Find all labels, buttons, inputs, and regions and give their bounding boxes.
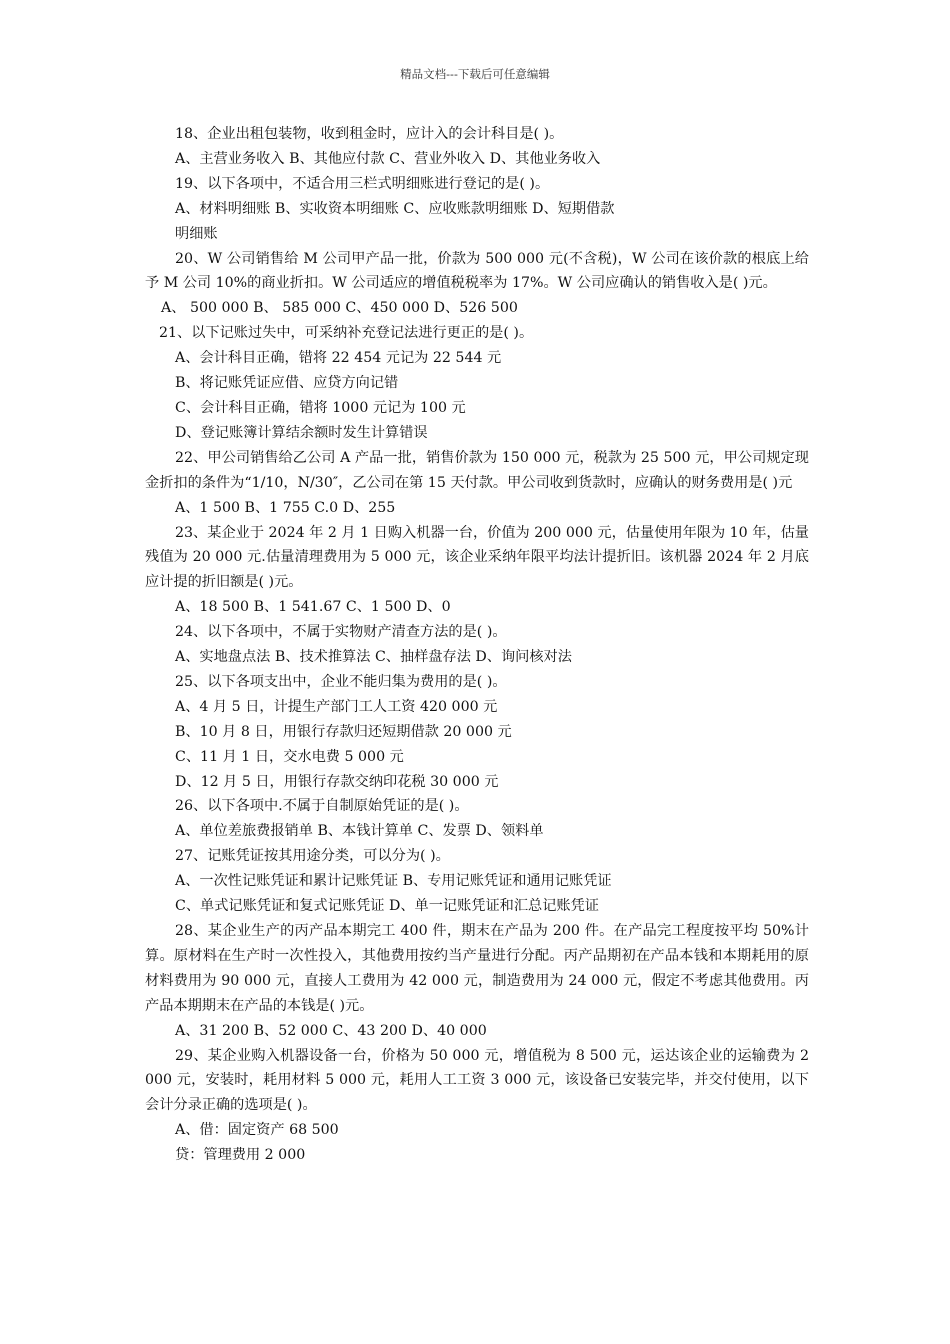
option-29-a-debit: A、借：固定资产 68 500 — [175, 1122, 339, 1139]
question-26: 26、以下各项中.不属于自制原始凭证的是( )。 — [175, 798, 469, 815]
question-25: 25、以下各项支出中，企业不能归集为费用的是( )。 — [175, 673, 507, 690]
question-20: 20、W 公司销售给 M 公司甲产品一批，价款为 500 000 元(不含税)，W 公司在该价款的根底上给予 M 公司 10%的商业折扣。W 公司适应的增值税税率为 17%。W 公司应确认的销售收入是( )元。 — [145, 250, 809, 292]
question-18: 18、企业出租包装物，收到租金时，应计入的会计科目是( )。 — [175, 126, 564, 142]
question-24: 24、以下各项中，不属于实物财产清查方法的是( )。 — [175, 624, 507, 641]
options-27-cd: C、单式记账凭证和复式记账凭证 D、单一记账凭证和汇总记账凭证 — [175, 898, 599, 915]
options-19: A、材料明细账 B、实收资本明细账 C、应收账款明细账 D、短期借款 — [175, 200, 615, 217]
options-27-ab: A、一次性记账凭证和累计记账凭证 B、专用记账凭证和通用记账凭证 — [175, 873, 612, 890]
option-29-a-credit: 贷：管理费用 2 000 — [175, 1147, 306, 1164]
options-28: A、31 200 B、52 000 C、43 200 D、40 000 — [175, 1022, 487, 1039]
options-24: A、实地盘点法 B、技术推算法 C、抽样盘存法 D、询问核对法 — [175, 649, 572, 666]
question-19: 19、以下各项中，不适合用三栏式明细账进行登记的是( )。 — [175, 175, 550, 192]
options-26: A、单位差旅费报销单 B、本钱计算单 C、发票 D、领料单 — [175, 823, 544, 840]
page-header: 精品文档---下载后可任意编辑 — [400, 67, 550, 81]
document-body — [145, 122, 809, 1168]
options-18: A、主营业务收入 B、其他应付款 C、营业外收入 D、其他业务收入 — [175, 150, 601, 167]
options-23: A、18 500 B、1 541.67 C、1 500 D、0 — [175, 599, 451, 616]
option-25-a: A、4 月 5 日，计提生产部门工人工资 420 000 元 — [175, 698, 498, 715]
option-21-b: B、将记账凭证应借、应贷方向记错 — [175, 375, 399, 392]
question-29: 29、某企业购入机器设备一台，价格为 50 000 元，增值税为 8 500 元，运达该企业的运输费为 2 000 元，安装时，耗用材料 5 000 元，耗用人工工资 3 000 元，该设备已安装完毕，并交付使用，以下会计分录正确的选项是( )。 — [145, 1047, 809, 1114]
question-23: 23、某企业于 2024 年 2 月 1 日购入机器一台，价值为 200 000 元，估量使用年限为 10 年，估量残值为 20 000 元.估量清理费用为 5 000 元，该企业采纳年限平均法计提折旧。该机器 2024 年 2 月底应计提的折旧额是( )元。 — [145, 524, 809, 591]
options-19-cont: 明细账 — [175, 225, 218, 242]
question-28: 28、某企业生产的丙产品本期完工 400 件，期末在产品为 200 件。在产品完工程度按平均 50%计算。原材料在生产时一次性投入，其他费用按约当产量进行分配。丙产品期初在产品本钱和本期耗用的原材料费用为 90 000 元，直接人工费用为 42 000 元，制造费用为 24 000 元，假定不考虑其他费用。丙产品本期期末在产品的本钱是( )元。 — [145, 923, 809, 1014]
question-22: 22、甲公司销售给乙公司 A 产品一批，销售价款为 150 000 元，税款为 25 500 元，甲公司规定现金折扣的条件为“1/10，N/30″，乙公司在第 15 天付款。甲公司收到货款时，应确认的财务费用是( )元 — [145, 449, 809, 491]
option-21-d: D、登记账簿计算结余额时发生计算错误 — [175, 424, 428, 441]
options-22: A、1 500 B、1 755 C.0 D、255 — [175, 499, 396, 516]
options-20: A、 500 000 B、 585 000 C、450 000 D、526 500 — [161, 300, 518, 317]
option-21-a: A、会计科目正确，错将 22 454 元记为 22 544 元 — [175, 350, 502, 367]
option-25-c: C、11 月 1 日，交水电费 5 000 元 — [175, 748, 404, 765]
question-27: 27、记账凭证按其用途分类，可以分为( )。 — [175, 848, 450, 865]
question-21: 21、以下记账过失中，可采纳补充登记法进行更正的是( )。 — [159, 325, 534, 342]
option-25-b: B、10 月 8 日，用银行存款归还短期借款 20 000 元 — [175, 723, 512, 740]
option-21-c: C、会计科目正确，错将 1000 元记为 100 元 — [175, 399, 466, 416]
option-25-d: D、12 月 5 日，用银行存款交纳印花税 30 000 元 — [175, 773, 499, 790]
